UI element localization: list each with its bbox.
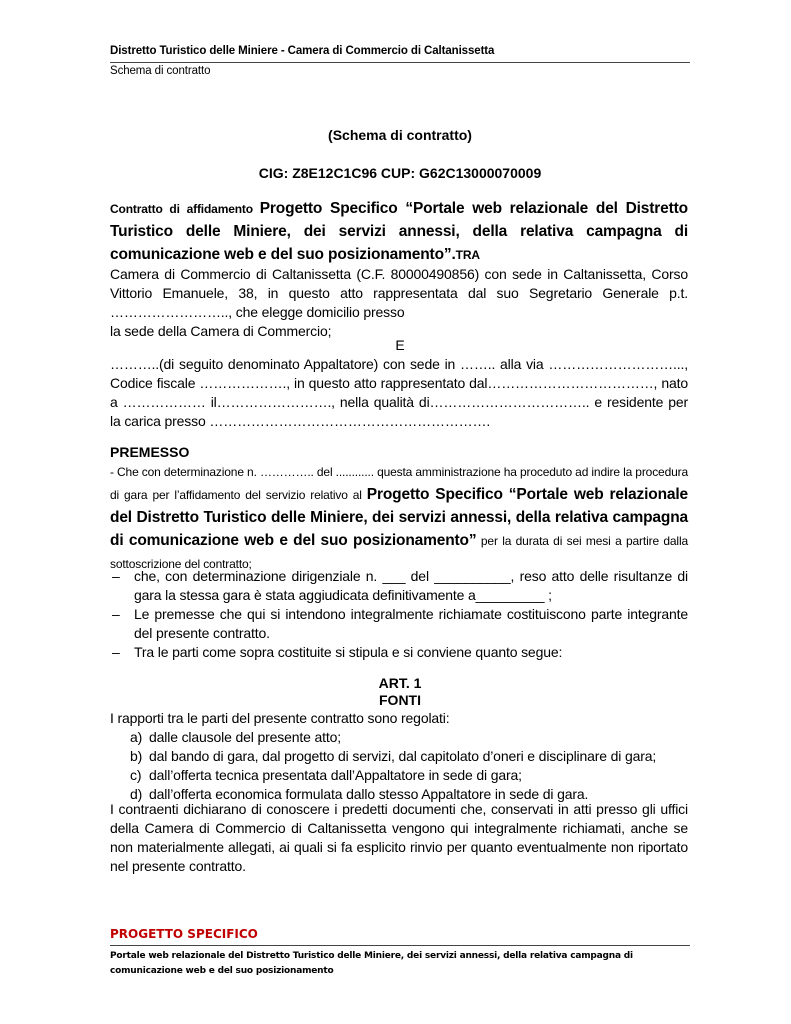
document-title: (Schema di contratto) bbox=[328, 127, 472, 143]
list-item bbox=[110, 567, 688, 605]
footer-title: PROGETTO SPECIFICO bbox=[110, 927, 258, 941]
cig-cup-line: CIG: Z8E12C1C96 CUP: G62C13000070009 bbox=[258, 165, 542, 181]
list-item bbox=[110, 747, 688, 766]
list-item bbox=[110, 605, 688, 643]
list-letter: a) bbox=[130, 729, 143, 745]
party-chamber bbox=[110, 265, 688, 341]
article-number: ART. 1 bbox=[378, 675, 422, 691]
list-item-text: Tra le parti come sopra costituite si stipula e si conviene quanto segue: bbox=[134, 644, 563, 660]
footer-text: Portale web relazionale del Distretto Turistico delle Miniere, dei servizi annessi, della relativa campagna di comunicazione web e del suo posizionamento bbox=[110, 951, 633, 976]
list-item-text: dal bando di gara, dal progetto di servizi, dal capitolato d’oneri e disciplinare di gara; bbox=[149, 748, 657, 764]
list-item bbox=[110, 728, 688, 747]
premesso-text bbox=[110, 460, 688, 575]
list-item-text: Le premesse che qui si intendono integralmente richiamate costituiscono parte integrante del presente contratto. bbox=[134, 606, 688, 641]
premesso-intro: - Che con determinazione n. ………….. del ............ questa amministrazione ha proceduto ad indire la procedura di gara per l’affidamento del servizio relativo al bbox=[110, 465, 688, 502]
intro-label: Contratto di affidamento bbox=[110, 202, 260, 216]
list-item bbox=[110, 643, 688, 662]
party-chamber-seat: la sede della Camera di Commercio; bbox=[110, 323, 332, 339]
list-item bbox=[110, 766, 688, 785]
intro-project-title: Progetto Specifico “Portale web relazionale del Distretto Turistico delle Miniere, dei servizi annessi, della relativa campagna di comunicazione web e del suo posizionamento”. bbox=[110, 200, 688, 263]
list-letter: c) bbox=[130, 767, 142, 783]
list-item-text: dalle clausole del presente atto; bbox=[149, 729, 341, 745]
dash-marker: – bbox=[112, 644, 120, 660]
header-subtitle: Schema di contratto bbox=[110, 65, 211, 77]
header-title: Distretto Turistico delle Miniere - Camera di Commercio di Caltanissetta bbox=[110, 45, 495, 57]
closing-paragraph: I contraenti dichiarano di conoscere i predetti documenti che, conservati in atti presso gli uffici della Camera di Commercio di Caltanissetta vengono qui integralmente richiamati, anche se non materialmente allegati, ai quali si fa esplicito rinvio per quanto eventualmente non riportato nel presente contratto. bbox=[110, 801, 688, 874]
article-intro: I rapporti tra le parti del presente contratto sono regolati: bbox=[110, 710, 450, 726]
list-letter: b) bbox=[130, 748, 143, 764]
premesso-heading: PREMESSO bbox=[110, 444, 190, 460]
intro-tra: TRA bbox=[455, 248, 480, 262]
footer-divider bbox=[110, 945, 690, 946]
premesso-duration: per la durata di sei mesi a partire dalla sottoscrizione del contratto; bbox=[110, 534, 688, 571]
dash-marker: – bbox=[112, 606, 120, 622]
premesso-list bbox=[110, 567, 688, 662]
premesso-project-title: Progetto Specifico “Portale web relazionale del Distretto Turistico delle Miniere, dei servizi annessi, della relativa campagna di comunicazione web e del suo posizionamento” bbox=[110, 486, 689, 549]
contract-intro bbox=[110, 197, 688, 266]
party-contractor: ………..(di seguito denominato Appaltatore) con sede in …….. alla via ………………………..., Codice fiscale ………………., in questo atto rappresentato dal………………………………, nato a ……………… il……………………., nella qualità di…………………………….. e residente per la carica presso ……………………………………………………. bbox=[110, 356, 688, 429]
sources-list bbox=[110, 728, 688, 804]
header-divider bbox=[110, 62, 690, 63]
party-chamber-text: Camera di Commercio di Caltanissetta (C.F. 80000490856) con sede in Caltanissetta, Corso Vittorio Emanuele, 38, in questo atto rappresentata dal suo Segretario Generale p.t. …………………….., che elegge domicilio presso bbox=[110, 266, 688, 320]
article-title: FONTI bbox=[379, 692, 421, 708]
list-item-text: che, con determinazione dirigenziale n. ___ del __________, reso atto delle risultanze di gara la stessa gara è stata aggiudicata definitivamente a_________ ; bbox=[134, 568, 688, 603]
list-item-text: dall’offerta tecnica presentata dall’Appaltatore in sede di gara; bbox=[149, 767, 522, 783]
and-separator: E bbox=[395, 337, 405, 353]
list-item-text: dall’offerta economica formulata dallo stesso Appaltatore in sede di gara. bbox=[149, 786, 589, 802]
list-letter: d) bbox=[130, 786, 143, 802]
dash-marker: – bbox=[112, 568, 120, 584]
